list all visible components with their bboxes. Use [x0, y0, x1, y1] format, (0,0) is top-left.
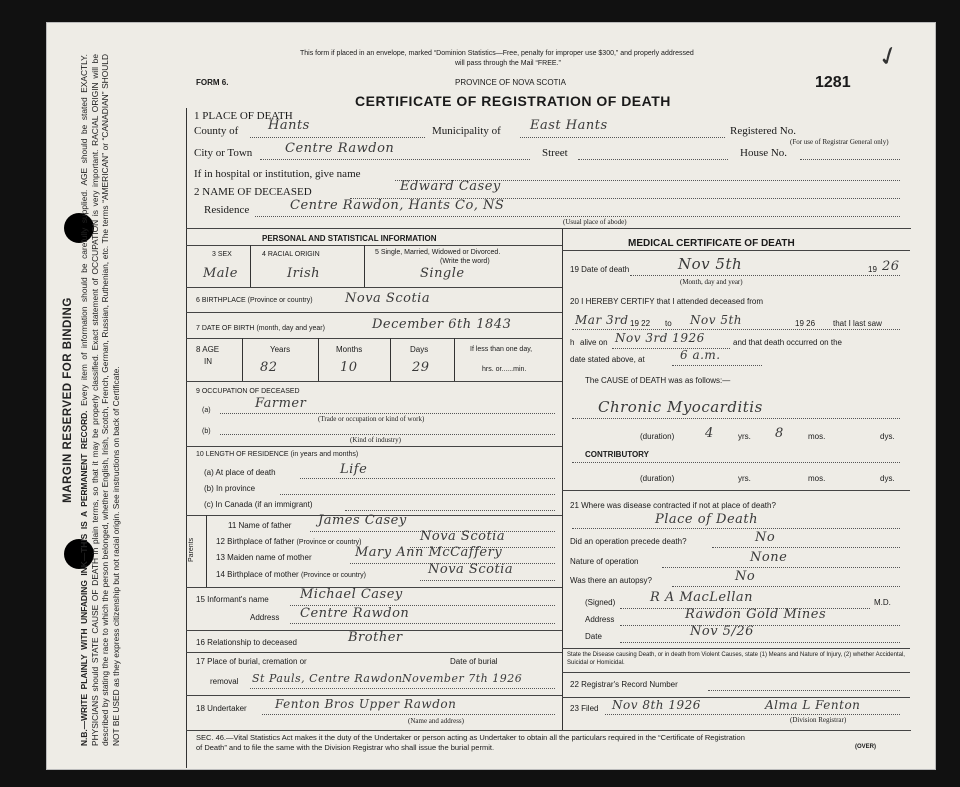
residence-line	[255, 216, 900, 217]
birthplace-label	[196, 297, 313, 304]
certify-label: 20 I HEREBY CERTIFY that I attended deceased from	[570, 297, 763, 306]
residence-value: Centre Rawdon, Hants Co, NS	[290, 198, 505, 213]
sex-value: Male	[203, 266, 238, 281]
undertaker-note: (Name and address)	[408, 717, 464, 725]
violent-causes-note: State the Disease causing Death, or in death from Violent Causes, state (1) Means and Nature of Injury, (2) whether Accidental, Suicidal or Homicidal.	[567, 652, 905, 666]
nature-line	[662, 567, 900, 568]
row-line-9	[186, 652, 562, 653]
house-no-line	[800, 159, 900, 160]
duration-years-value: 4	[705, 426, 714, 441]
death-date-line	[630, 275, 900, 276]
parents-divider	[206, 515, 207, 587]
burial-place-value: St Pauls, Centre Rawdon	[252, 672, 403, 685]
burial-place-label: 17 Place of burial, cremation or	[196, 657, 307, 666]
last-saw-label: that I last saw	[833, 319, 882, 328]
registrar-record-label: 22 Registrar's Record Number	[570, 680, 678, 689]
physician-date-value: Nov 5/26	[690, 624, 754, 639]
alive-label: alive on	[580, 338, 608, 347]
years-label: Years	[270, 345, 291, 354]
row-line-2	[186, 312, 562, 313]
province-label: PROVINCE OF NOVA SCOTIA	[455, 78, 566, 87]
in-province-line	[280, 494, 555, 495]
duration-months-value: 8	[775, 426, 784, 441]
years-value: 82	[260, 360, 278, 375]
mother-birth-note: (Province or country)	[300, 572, 366, 579]
registrar-note: (For use of Registrar General only)	[790, 138, 889, 146]
physician-date-line	[620, 642, 900, 643]
mother-birth-line	[420, 580, 555, 581]
undertaker-value: Fenton Bros Upper Rawdon	[275, 697, 457, 711]
registrar-record-line	[708, 690, 900, 691]
death-date-note: (Month, day and year)	[680, 278, 743, 286]
operation-line	[712, 547, 900, 548]
attended-from-year: 19 22	[630, 319, 651, 328]
days-label: Days	[410, 345, 429, 354]
mother-birth-text: 14 Birthplace of mother	[216, 570, 299, 579]
birthplace-value: Nova Scotia	[345, 291, 431, 306]
undertaker-line	[262, 714, 555, 715]
margin-warning: N.B.—WRITE PLAINLY WITH UNFADING INK—THIS IS A PERMANENT RECORD.	[79, 410, 90, 746]
deceased-name-value: Edward Casey	[400, 179, 501, 194]
county-line	[250, 137, 425, 138]
date-stated-label: date stated above, at	[570, 355, 645, 364]
registration-number: 1281	[815, 74, 851, 91]
industry-line	[220, 434, 555, 435]
age-divider-4	[454, 338, 455, 381]
dob-note: (month, day and year)	[256, 325, 325, 332]
removal-label: removal	[210, 677, 239, 686]
sex-label: 3 SEX	[212, 251, 232, 258]
residence-length-text: 10 LENGTH OF RESIDENCE	[196, 451, 289, 458]
occupation-line	[220, 413, 555, 414]
registrar-signature: Alma L Fenton	[765, 698, 861, 712]
contrib-mos-label: mos.	[808, 474, 826, 483]
dys-label: dys.	[880, 432, 895, 441]
row-line-4	[186, 381, 562, 382]
hospital-label: If in hospital or institution, give name	[194, 168, 361, 180]
medical-divider-3	[562, 672, 910, 673]
autopsy-line	[672, 586, 900, 587]
occupation-b-label: (b)	[202, 428, 211, 435]
less-than-day-label: If less than one day,	[470, 346, 533, 353]
footer-divider	[186, 730, 911, 731]
relationship-value: Brother	[348, 630, 403, 645]
city-label: City or Town	[194, 147, 253, 159]
physician-address-line	[620, 625, 900, 626]
signed-value: R A MacLellan	[650, 590, 754, 605]
age-divider-1	[242, 338, 243, 381]
center-divider	[562, 228, 563, 730]
relationship-label: 16 Relationship to deceased	[196, 638, 297, 647]
physician-address-value: Rawdon Gold Mines	[685, 607, 827, 622]
md-label: M.D.	[874, 598, 891, 607]
left-frame-line	[186, 108, 187, 768]
age-label-1: 8 AGE	[196, 345, 220, 354]
mother-birth-label	[216, 570, 366, 579]
at-place-line	[300, 478, 555, 479]
municipality-line	[520, 137, 725, 138]
city-value: Centre Rawdon	[285, 141, 395, 156]
death-date-label: 19 Date of death	[570, 265, 630, 274]
margin-instructions: Every item of information should be carefully supplied. AGE should be stated EXACTLY. PHYSICIANS should STATE CAUSE OF DEATH in plain terms, so that it may be properly classified. Exact statement of OCCUPATION is very important. RACIAL ORIGIN will be described by stating the race to which the person belonged, whether English, Irish, Scotch, French, German, Russian, Ruthenian, etc. The terms “AMERICAN” or “CANADIAN” SHOULD NOT BE USED as they express citizenship but not racial origin. See instructions on back of Certificate.	[79, 54, 121, 746]
row-line-1	[186, 287, 562, 288]
attended-from-value: Mar 3rd	[575, 313, 629, 327]
death-date-value: Nov 5th	[678, 255, 743, 273]
where-contracted-line	[572, 528, 900, 529]
age-label-2: IN	[204, 357, 212, 366]
alive-value: Nov 3rd 1926	[615, 331, 705, 345]
marital-label: 5 Single, Married, Widowed or Divorced.	[375, 249, 501, 256]
hours-label: hrs. or......min.	[482, 366, 527, 373]
cause-label: The CAUSE of DEATH was as follows:—	[585, 376, 731, 385]
age-divider-2	[318, 338, 319, 381]
occurred-label: and that death occurred on the	[733, 338, 842, 347]
father-birth-label	[216, 537, 361, 546]
attended-to-year: 19 26	[795, 319, 816, 328]
occupation-a-label: (a)	[202, 407, 211, 414]
cause-line	[572, 418, 900, 419]
footer-sec-46: SEC. 46.—Vital Statistics Act makes it the duty of the Undertaker or person acting as Undertaker to obtain all the particulars required in the “Certificate of Registration	[196, 733, 745, 742]
residence-length-label	[196, 451, 358, 458]
filed-value: Nov 8th 1926	[612, 698, 701, 712]
time-line	[672, 365, 762, 366]
father-birth-note: (Province or country)	[296, 539, 362, 546]
occupation-value: Farmer	[255, 396, 307, 411]
margin-title: MARGIN RESERVED FOR BINDING	[62, 297, 74, 503]
operation-value: No	[755, 530, 776, 545]
medical-header: MEDICAL CERTIFICATE OF DEATH	[628, 238, 795, 249]
racial-label: 4 RACIAL ORIGIN	[262, 251, 320, 258]
certificate-title: CERTIFICATE OF REGISTRATION OF DEATH	[355, 93, 671, 109]
undertaker-label: 18 Undertaker	[196, 704, 247, 713]
filed-label: 23 Filed	[570, 704, 599, 713]
county-label: County of	[194, 125, 239, 137]
residence-note: (Usual place of abode)	[563, 218, 627, 226]
mos-label: mos.	[808, 432, 826, 441]
row-line-10	[186, 695, 562, 696]
industry-note: (Kind of industry)	[350, 436, 401, 444]
mail-notice-2: will pass through the Mail “FREE.”	[455, 60, 561, 67]
cause-value: Chronic Myocarditis	[598, 398, 763, 416]
place-section-label: 1 PLACE OF DEATH	[194, 110, 293, 122]
burial-date-label: Date of burial	[450, 657, 498, 666]
medical-header-line	[562, 250, 910, 251]
birthplace-note: (Province or country)	[247, 297, 313, 304]
municipality-value: East Hants	[530, 118, 608, 133]
physician-address-label: Address	[585, 615, 615, 624]
contrib-dys-label: dys.	[880, 474, 895, 483]
mail-notice: This form if placed in an envelope, marked “Dominion Statistics—Free, penalty for improper use $300,” and properly addressed	[300, 50, 694, 57]
city-line	[260, 159, 530, 160]
burial-line	[250, 688, 555, 689]
racial-divider	[364, 245, 365, 287]
marital-note: (Write the word)	[440, 258, 490, 265]
mother-value: Mary Ann McCaffery	[355, 545, 503, 560]
section-divider	[186, 228, 911, 229]
death-year-prefix: 19	[868, 265, 877, 274]
father-label: 11 Name of father	[228, 521, 292, 530]
municipality-label: Municipality of	[432, 125, 501, 137]
signed-label: (Signed)	[585, 598, 616, 607]
occupation-label: 9 OCCUPATION OF DECEASED	[196, 388, 300, 395]
months-label: Months	[336, 345, 363, 354]
dob-value: December 6th 1843	[372, 317, 512, 332]
medical-divider-2	[562, 648, 910, 649]
attended-to-label: to	[665, 319, 672, 328]
contributory-line	[572, 462, 900, 463]
dob-label-text: 7 DATE OF BIRTH	[196, 325, 255, 332]
informant-address-line	[290, 623, 555, 624]
marital-value: Single	[420, 266, 465, 281]
operation-label: Did an operation precede death?	[570, 537, 687, 546]
informant-address-value: Centre Rawdon	[300, 606, 410, 621]
contrib-yrs-label: yrs.	[738, 474, 751, 483]
filed-line	[605, 714, 900, 715]
autopsy-value: No	[735, 569, 756, 584]
attended-to-value: Nov 5th	[690, 313, 743, 327]
in-canada-line	[345, 510, 555, 511]
form-label: FORM 6.	[196, 78, 229, 87]
binding-margin	[55, 40, 180, 760]
where-contracted-label: 21 Where was disease contracted if not at place of death?	[570, 501, 776, 510]
check-mark: ✓	[873, 39, 904, 74]
at-place-label: (a) At place of death	[204, 468, 276, 477]
personal-header: PERSONAL AND STATISTICAL INFORMATION	[262, 234, 437, 243]
row-line-5	[186, 446, 562, 447]
street-line	[578, 159, 728, 160]
footer-sec-46-2: of Death” and to file the same with the Division Registrar who shall issue the burial permit.	[196, 743, 495, 752]
over-label: (OVER)	[855, 744, 876, 750]
informant-label: 15 Informant's name	[196, 595, 269, 604]
in-province-label: (b) In province	[204, 484, 256, 493]
yrs-label: yrs.	[738, 432, 751, 441]
alive-prefix: h	[570, 338, 575, 347]
informant-address-label: Address	[250, 613, 280, 622]
birthplace-label-text: 6 BIRTHPLACE	[196, 297, 246, 304]
deceased-name-label: 2 NAME OF DECEASED	[194, 186, 312, 198]
father-value: James Casey	[318, 513, 407, 528]
racial-value: Irish	[287, 266, 321, 281]
in-canada-label: (c) In Canada (if an immigrant)	[204, 500, 313, 509]
informant-value: Michael Casey	[300, 587, 403, 602]
father-birth-text: 12 Birthplace of father	[216, 537, 295, 546]
county-value: Hants	[268, 118, 310, 133]
at-place-value: Life	[340, 462, 368, 477]
father-birth-value: Nova Scotia	[420, 529, 506, 544]
duration-label: (duration)	[640, 432, 675, 441]
residence-length-note: (in years and months)	[290, 451, 359, 458]
street-label: Street	[542, 147, 568, 159]
registered-no-label: Registered No.	[730, 125, 796, 137]
mother-birth-value: Nova Scotia	[428, 562, 514, 577]
house-no-label: House No.	[740, 147, 788, 159]
months-value: 10	[340, 360, 358, 375]
age-divider-3	[390, 338, 391, 381]
autopsy-label: Was there an autopsy?	[570, 576, 652, 585]
physician-date-label: Date	[585, 632, 602, 641]
dob-label	[196, 325, 325, 332]
personal-header-line	[186, 245, 562, 246]
sex-divider	[250, 245, 251, 287]
death-year-value: 26	[882, 259, 900, 274]
contrib-duration-label: (duration)	[640, 474, 675, 483]
where-contracted-value: Place of Death	[655, 512, 758, 527]
contributory-label: CONTRIBUTORY	[585, 450, 649, 459]
days-value: 29	[412, 360, 430, 375]
nature-value: None	[750, 550, 788, 565]
residence-label: Residence	[204, 204, 250, 216]
division-registrar-note: (Division Registrar)	[790, 716, 847, 724]
trade-note: (Trade or occupation or kind of work)	[318, 415, 425, 423]
parents-side-label: Parents	[188, 537, 195, 562]
burial-date-value: November 7th 1926	[402, 672, 523, 685]
attended-line	[572, 329, 900, 330]
nature-label: Nature of operation	[570, 557, 639, 566]
time-value: 6 a.m.	[680, 348, 721, 362]
mother-label: 13 Maiden name of mother	[216, 553, 312, 562]
medical-divider-1	[562, 490, 910, 491]
